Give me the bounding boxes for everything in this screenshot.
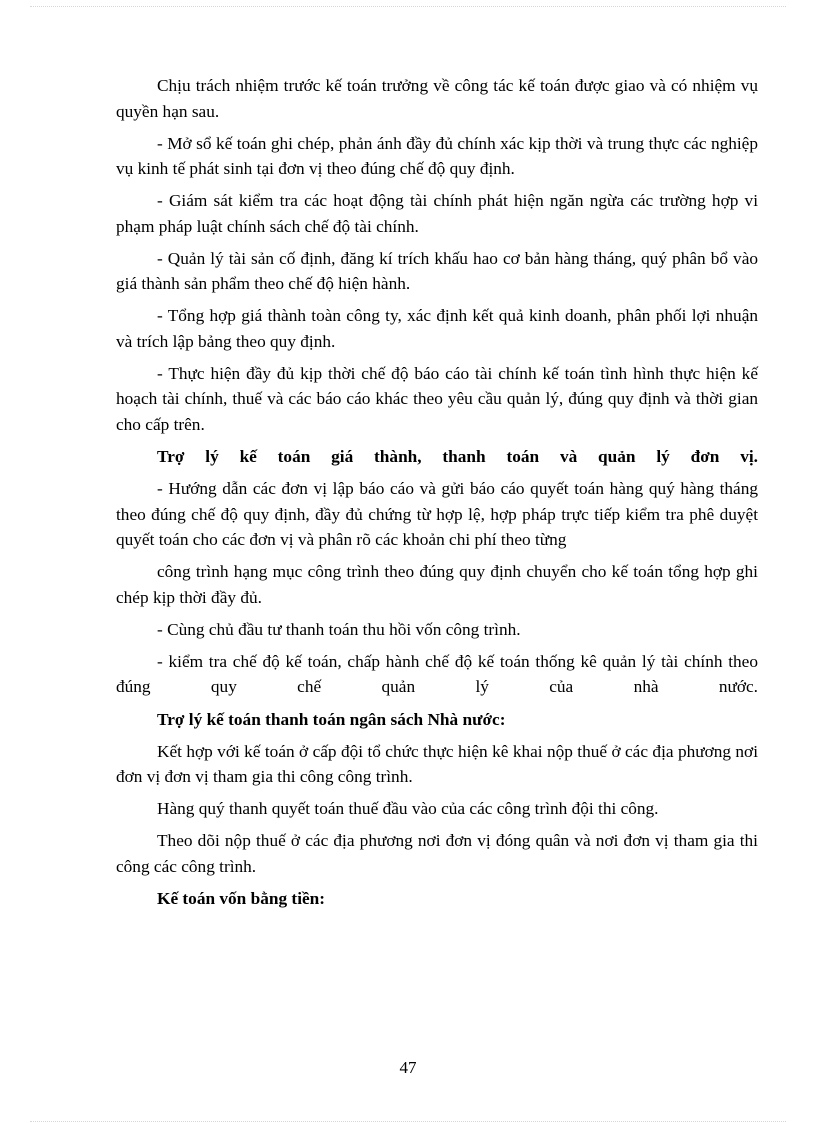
- paragraph-open-ledger: - Mở sổ kế toán ghi chép, phản ánh đầy đủ chính xác kịp thời và trung thực các nghiệp vụ kinh tế phát sinh tại đơn vị theo đúng chế độ quy định.: [116, 133, 758, 179]
- paragraph-inspection: - kiểm tra chế độ kế toán, chấp hành chế độ kế toán thống kê quản lý tài chính theo đúng quy chế quản lý của nhà nước.: [116, 651, 758, 697]
- paragraph-reporting: - Thực hiện đầy đủ kịp thời chế độ báo cáo tài chính kế toán tình hình thực hiện kế hoạch tài chính, thuế và các báo cáo khác theo yêu cầu quản lý, đúng quy định và thời gian cho cấp trên.: [116, 363, 758, 434]
- body-text: [116, 73, 758, 918]
- paragraph-supervise: - Giám sát kiểm tra các hoạt động tài chính phát hiện ngăn ngừa các trường hợp vi phạm pháp luật chính sách chế độ tài chính.: [116, 191, 758, 236]
- paragraph-fixed-assets: - Quản lý tài sản cố định, đăng kí trích khấu hao cơ bản hàng tháng, quý phân bổ vào giá thành sản phẩm theo chế độ hiện hành.: [116, 248, 758, 294]
- paragraph-cost-summary: - Tổng hợp giá thành toàn công ty, xác định kết quả kinh doanh, phân phối lợi nhuận và trích lập bảng theo quy định.: [116, 306, 758, 351]
- heading-cost-assistant: Trợ lý kế toán giá thành, thanh toán và quản lý đơn vị.: [157, 447, 758, 467]
- paragraph-tax-declaration: Kết hợp với kế toán ở cấp đội tổ chức thực hiện kê khai nộp thuế ở các địa phương nơi đơn vị đơn vị tham gia thi công công trình.: [116, 741, 758, 787]
- paragraph-guidance-continued: công trình hạng mục công trình theo đúng quy định chuyển cho kế toán tổng hợp ghi chép kịp thời đầy đủ.: [116, 562, 758, 607]
- page-number: 47: [399, 1058, 417, 1077]
- paragraph-responsibility: Chịu trách nhiệm trước kế toán trưởng về công tác kế toán được giao và có nhiệm vụ quyền hạn sau.: [116, 76, 758, 121]
- paragraph-investor: - Cùng chủ đầu tư thanh toán thu hồi vốn công trình.: [157, 619, 521, 639]
- paragraph-guidance: - Hướng dẫn các đơn vị lập báo cáo và gửi báo cáo quyết toán hàng quý hàng tháng theo đúng chế độ quy định, đầy đủ chứng từ hợp lệ, hợp pháp trực tiếp kiểm tra phê duyệt quyết toán cho các đơn vị và phân rõ các khoản chi phí theo từng: [116, 479, 758, 550]
- paragraph-quarterly-tax: Hàng quý thanh quyết toán thuế đầu vào của các công trình đội thi công.: [157, 799, 659, 819]
- heading-budget-assistant: Trợ lý kế toán thanh toán ngân sách Nhà nước:: [157, 709, 506, 729]
- heading-cash-accounting: Kế toán vốn bằng tiền:: [157, 888, 326, 908]
- paragraph-tax-monitoring: Theo dõi nộp thuế ở các địa phương nơi đơn vị đóng quân và nơi đơn vị tham gia thi công các công trình.: [116, 831, 758, 876]
